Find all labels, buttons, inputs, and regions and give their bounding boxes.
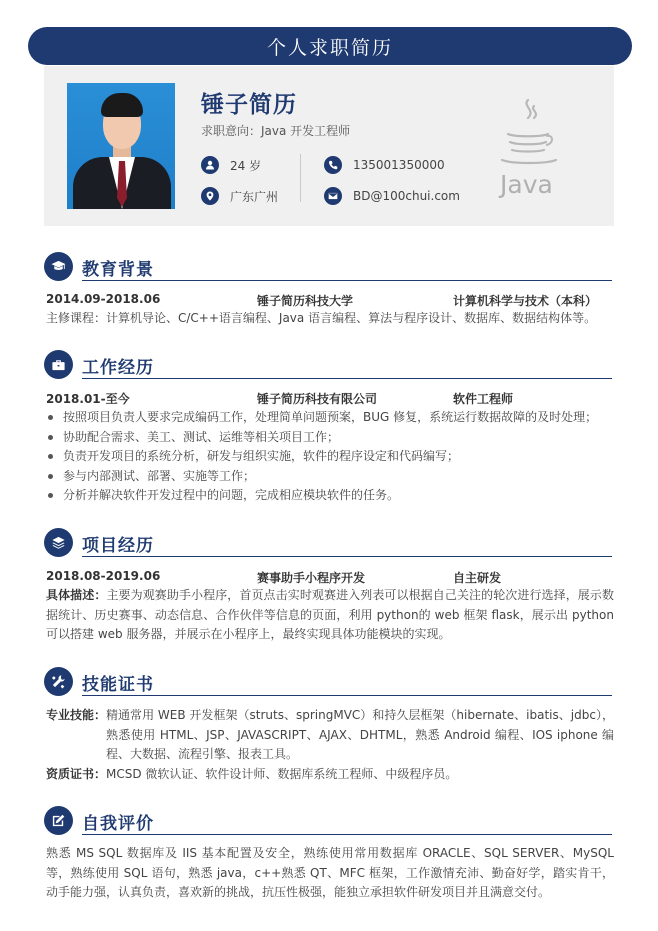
project-divider <box>82 556 612 557</box>
skills-section-header <box>44 667 614 697</box>
project-description <box>46 586 614 645</box>
pro-skills-text: 精通常用 WEB 开发框架（struts、springMVC）和持久层框架（hibernate、ibatis、jdbc），熟悉使用 HTML、JSP、JAVASCRIPT、AJAX、DHTML，熟悉 Android 编程、IOS iphone 编程、大数据、流程引擎、报表工具。 <box>106 708 614 761</box>
work-period: 2018.01-至今 <box>46 392 130 406</box>
user-icon <box>201 156 219 174</box>
cert-label: 资质证书： <box>46 767 107 781</box>
work-company: 锤子简历科技有限公司 <box>257 392 378 406</box>
resume-title: 个人求职简历 <box>266 36 393 59</box>
age-info <box>201 156 261 174</box>
list-item: 参与内部测试、部署、实施等工作； <box>46 467 614 487</box>
project-role: 自主研发 <box>453 571 502 585</box>
java-logo-text: Java <box>500 170 553 199</box>
email-info <box>324 187 460 205</box>
professional-skills <box>46 706 614 765</box>
education-section-header <box>44 252 614 282</box>
project-name: 赛事助手小程序开发 <box>257 571 366 585</box>
education-school: 锤子简历科技大学 <box>257 294 354 308</box>
self-divider <box>82 834 612 835</box>
self-title: 自我评价 <box>82 814 154 834</box>
list-item: 按照项目负责人要求完成编码工作，处理简单问题预案，BUG 修复，系统运行数据故障的及时处理； <box>46 408 614 428</box>
briefcase-icon <box>44 350 73 379</box>
email-text: BD@100chui.com <box>353 189 460 203</box>
tools-icon <box>44 667 73 696</box>
phone-info <box>324 156 445 174</box>
project-desc-text: 主要为观赛助手小程序，首页点击实时观赛进入列表可以根据自己关注的轮次进行选择，展示数据统计、历史赛事、动态信息、合作伙伴等信息的页面，利用 python的 web 框架 flask，展示出 python 可以搭建 web 服务器，并展示在小程序上，最终实现具体功能模块的实现。 <box>46 588 614 641</box>
phone-icon <box>324 156 342 174</box>
location-text: 广东广州 <box>230 189 279 204</box>
info-divider <box>300 154 301 202</box>
work-duties <box>46 408 614 506</box>
profile-name: 锤子简历 <box>201 92 297 118</box>
education-divider <box>82 280 612 281</box>
profile-photo <box>67 83 175 209</box>
work-divider <box>82 378 612 379</box>
edit-icon <box>44 806 73 835</box>
age-text: 24 岁 <box>230 158 262 173</box>
self-evaluation-text: 熟悉 MS SQL 数据库及 IIS 基本配置及安全，熟练使用常用数据库 ORACLE、SQL SERVER、MySQL 等，熟练使用 SQL 语句，熟悉 java，c++熟悉 QT、MFC 框架，工作激情充沛、勤奋好学，踏实肯干，动手能力强，认真负责，喜欢新的挑战，抗压性极强，能独立承担软件研发项目并且满意交付。 <box>46 846 614 899</box>
phone-text: 135001350000 <box>353 158 445 172</box>
certificates <box>46 765 614 785</box>
skills-title: 技能证书 <box>82 675 154 695</box>
self-section-header <box>44 806 614 836</box>
education-major: 计算机科学与技术（本科） <box>453 294 598 308</box>
layers-icon <box>44 528 73 557</box>
work-title: 工作经历 <box>82 358 154 378</box>
list-item: 分析并解决软件开发过程中的问题，完成相应模块软件的任务。 <box>46 486 614 506</box>
list-item: 负责开发项目的系统分析，研发与组织实施，软件的程序设定和代码编写； <box>46 447 614 467</box>
list-item: 协助配合需求、美工、测试、运维等相关项目工作； <box>46 428 614 448</box>
work-position: 软件工程师 <box>453 392 514 406</box>
pro-skills-label: 专业技能： <box>46 708 107 722</box>
project-section-header <box>44 528 614 558</box>
graduation-cap-icon <box>44 252 73 281</box>
cert-text: MCSD 微软认证、软件设计师、数据库系统工程师、中级程序员。 <box>106 767 458 781</box>
project-desc-label: 具体描述： <box>46 588 107 602</box>
education-title: 教育背景 <box>82 260 154 280</box>
mail-icon <box>324 187 342 205</box>
location-info <box>201 187 278 205</box>
profile-card <box>44 66 614 226</box>
location-pin-icon <box>201 187 219 205</box>
education-courses: 主修课程：计算机导论、C/C++语言编程、Java 语言编程、算法与程序设计、数据库、数据结构体等。 <box>46 311 597 325</box>
job-intent: 求职意向：Java 开发工程师 <box>201 124 351 138</box>
project-title: 项目经历 <box>82 536 154 556</box>
project-period: 2018.08-2019.06 <box>46 569 161 583</box>
work-section-header <box>44 350 614 380</box>
resume-title-bar <box>28 27 632 65</box>
education-period: 2014.09-2018.06 <box>46 292 161 306</box>
skills-divider <box>82 695 612 696</box>
